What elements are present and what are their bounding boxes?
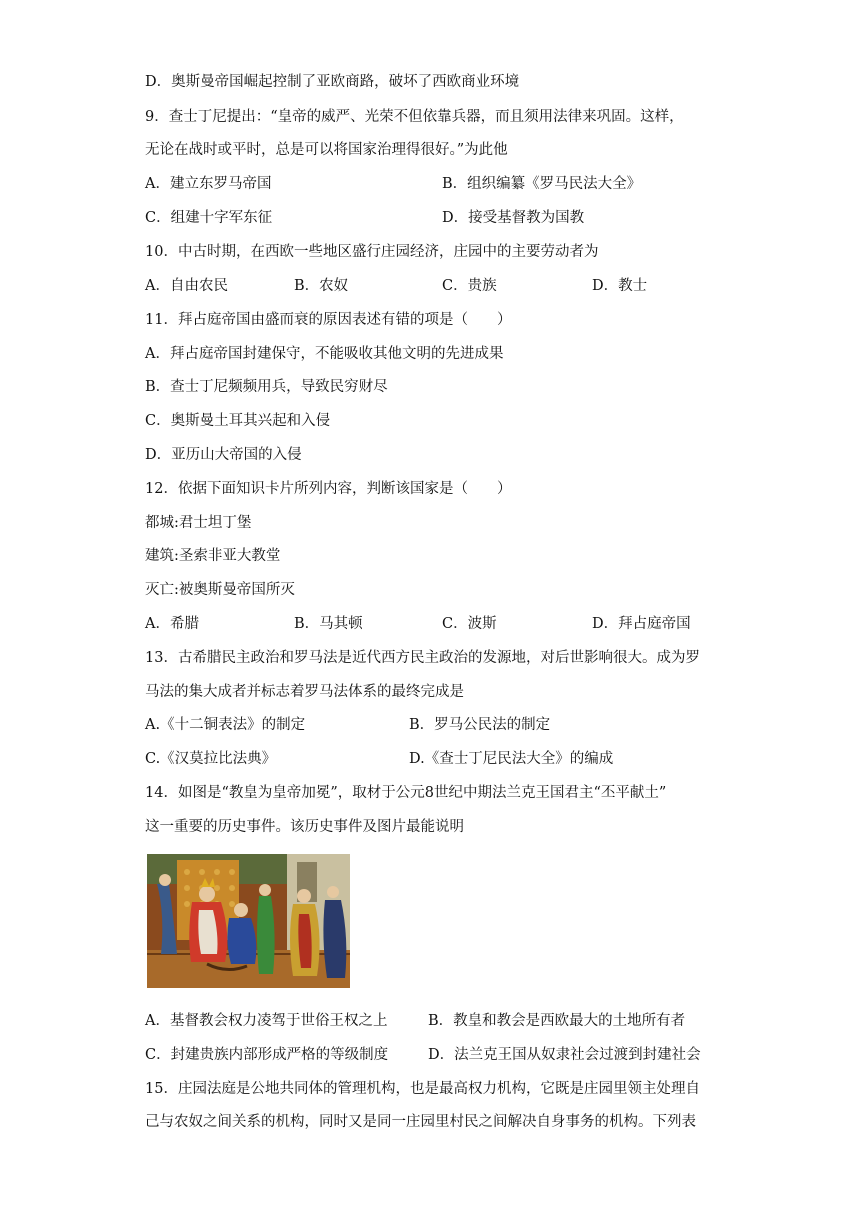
q9-option-b: B．组织编纂《罗马民法大全》 — [442, 176, 642, 192]
q10-option-d: D．教士 — [592, 278, 648, 294]
q12-option-b: B．马其顿 — [294, 616, 363, 632]
q12-stem: 12．依据下面知识卡片所列内容，判断该国家是（ ） — [145, 481, 512, 497]
coronation-illustration — [147, 854, 350, 988]
q14-stem-line2: 这一重要的历史事件。该历史事件及图片最能说明 — [145, 819, 464, 835]
q12-card-building: 建筑:圣索非亚大教堂 — [145, 548, 281, 564]
q10-option-a: A．自由农民 — [145, 278, 228, 294]
q9-stem-line1: 9．查士丁尼提出：“皇帝的威严、光荣不但依靠兵器，而且须用法律来巩固。这样， — [145, 109, 684, 125]
q13-option-a: A.《十二铜表法》的制定 — [145, 717, 306, 733]
q8-option-d: D．奥斯曼帝国崛起控制了亚欧商路，破坏了西欧商业环境 — [145, 74, 520, 90]
q9-option-c: C．组建十字军东征 — [145, 210, 273, 226]
q15-stem-line2: 己与农奴之间关系的机构，同时又是同一庄园里村民之间解决自身事务的机构。下列表 — [145, 1114, 696, 1130]
q13-option-d: D.《查士丁尼民法大全》的编成 — [409, 751, 614, 767]
q13-option-b: B．罗马公民法的制定 — [409, 717, 551, 733]
q12-card-fall: 灭亡:被奥斯曼帝国所灭 — [145, 582, 295, 598]
q13-stem-line2: 马法的集大成者并标志着罗马法体系的最终完成是 — [145, 684, 464, 700]
q14-option-c: C．封建贵族内部形成严格的等级制度 — [145, 1047, 389, 1063]
q15-stem-line1: 15．庄园法庭是公地共同体的管理机构，也是最高权力机构，它既是庄园里领主处理自 — [145, 1081, 700, 1097]
q13-option-c: C.《汉莫拉比法典》 — [145, 751, 277, 767]
q13-stem-line1: 13．古希腊民主政治和罗马法是近代西方民主政治的发源地，对后世影响很大。成为罗 — [145, 650, 700, 666]
q12-option-c: C．波斯 — [442, 616, 497, 632]
q11-option-c: C．奥斯曼土耳其兴起和入侵 — [145, 413, 331, 429]
q11-option-b: B．查士丁尼频频用兵，导致民穷财尽 — [145, 379, 388, 395]
q12-option-d: D．拜占庭帝国 — [592, 616, 691, 632]
q10-option-b: B．农奴 — [294, 278, 349, 294]
q9-option-d: D．接受基督教为国教 — [442, 210, 585, 226]
q10-stem: 10．中古时期，在西欧一些地区盛行庄园经济，庄园中的主要劳动者为 — [145, 244, 599, 260]
q11-option-a: A．拜占庭帝国封建保守，不能吸收其他文明的先进成果 — [145, 346, 504, 362]
q11-stem: 11．拜占庭帝国由盛而衰的原因表述有错的项是（ ） — [145, 312, 512, 328]
q12-card-capital: 都城:君士坦丁堡 — [145, 515, 252, 531]
q9-option-a: A．建立东罗马帝国 — [145, 176, 272, 192]
q14-stem-line1: 14．如图是“教皇为皇帝加冕”，取材于公元8世纪中期法兰克王国君主“丕平献土” — [145, 785, 667, 801]
coronation-painting-svg — [147, 854, 350, 988]
q14-option-d: D．法兰克王国从奴隶社会过渡到封建社会 — [428, 1047, 701, 1063]
q9-stem-line2: 无论在战时或平时，总是可以将国家治理得很好。”为此他 — [145, 142, 508, 158]
q14-option-a: A．基督教会权力凌驾于世俗王权之上 — [145, 1013, 388, 1029]
q14-option-b: B．教皇和教会是西欧最大的土地所有者 — [428, 1013, 686, 1029]
q11-option-d: D．亚历山大帝国的入侵 — [145, 447, 302, 463]
q12-option-a: A．希腊 — [145, 616, 199, 632]
q10-option-c: C．贵族 — [442, 278, 497, 294]
